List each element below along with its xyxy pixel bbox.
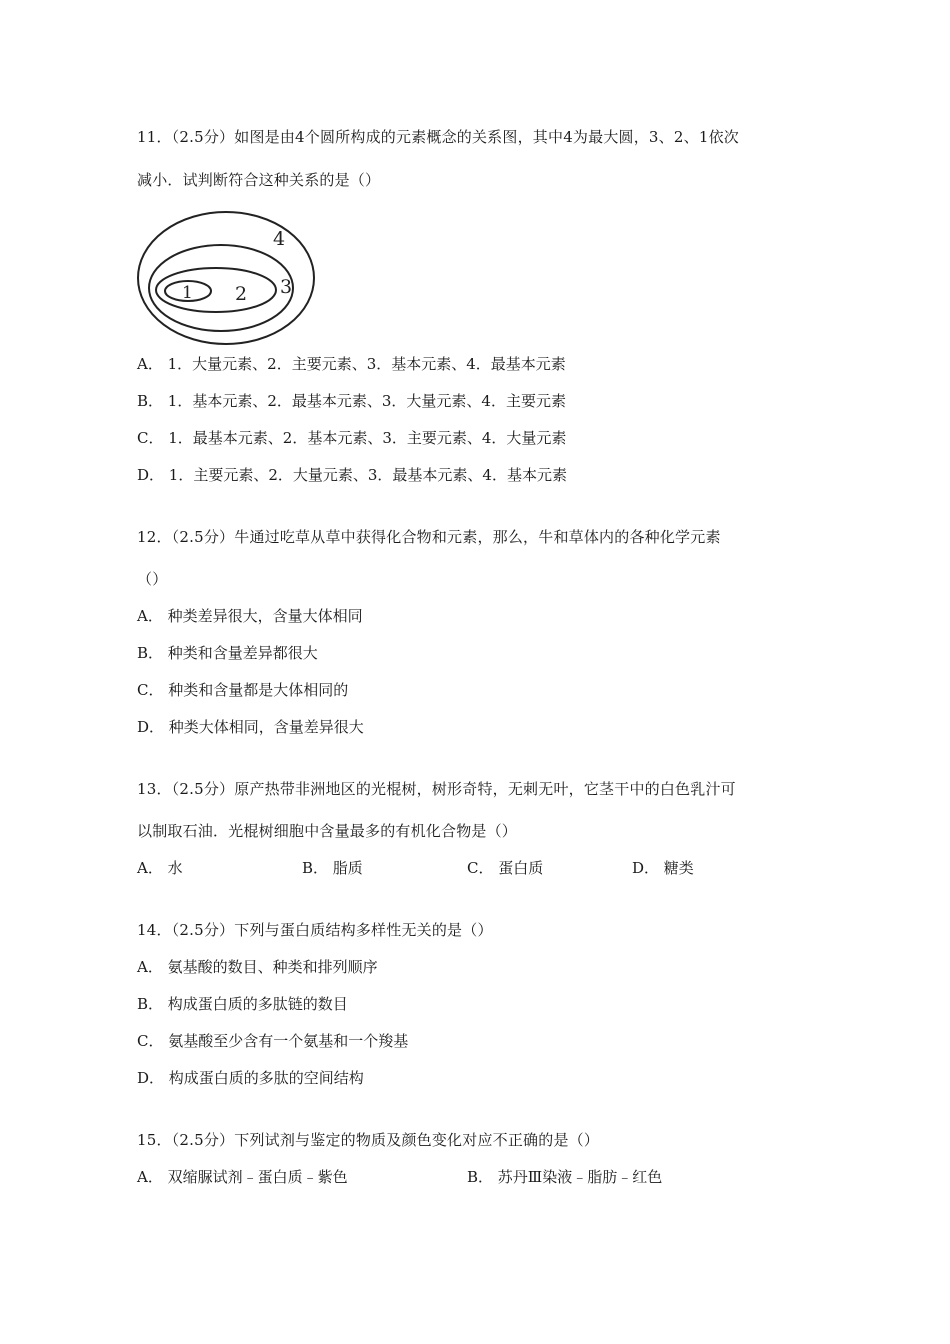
ellipse-3 [149, 245, 293, 331]
question-15-option-b: B． 苏丹Ⅲ染液﹣脂肪﹣红色 [467, 1168, 663, 1186]
question-11-option-c: C． 1．最基本元素、2．基本元素、3．主要元素、4．大量元素 [137, 429, 567, 447]
question-13-option-d: D． 糖类 [632, 859, 694, 877]
question-12-stem-line-2: （） [137, 570, 168, 588]
question-14-option-c: C． 氨基酸至少含有一个氨基和一个羧基 [137, 1032, 409, 1050]
question-13-option-a: A． 水 [137, 859, 183, 877]
nested-ellipses-figure [136, 208, 336, 348]
question-14-option-a: A． 氨基酸的数目、种类和排列顺序 [137, 958, 378, 976]
question-11-option-a: A． 1．大量元素、2．主要元素、3．基本元素、4．最基本元素 [137, 355, 566, 373]
question-13-stem-line-1: 13．（2.5分）原产热带非洲地区的光棍树，树形奇特，无刺无叶，它茎干中的白色乳汁可 [137, 780, 736, 798]
question-12-option-b: B． 种类和含量差异都很大 [137, 644, 318, 662]
question-12-option-d: D． 种类大体相同，含量差异很大 [137, 718, 364, 736]
ellipse-label-3: 3 [280, 276, 293, 298]
question-14-stem-line-1: 14．（2.5分）下列与蛋白质结构多样性无关的是（） [137, 921, 493, 939]
question-11-option-b: B． 1．基本元素、2．最基本元素、3．大量元素、4．主要元素 [137, 392, 566, 410]
question-12-stem-line-1: 12．（2.5分）牛通过吃草从草中获得化合物和元素，那么，牛和草体内的各种化学元素 [137, 528, 721, 546]
ellipse-label-1: 1 [182, 283, 193, 303]
question-13-option-c: C． 蛋白质 [467, 859, 544, 877]
question-14-option-d: D． 构成蛋白质的多肽的空间结构 [137, 1069, 364, 1087]
question-12-option-a: A． 种类差异很大，含量大体相同 [137, 607, 363, 625]
question-15-stem-line-1: 15．（2.5分）下列试剂与鉴定的物质及颜色变化对应不正确的是（） [137, 1131, 600, 1149]
question-13-option-b: B． 脂质 [302, 859, 363, 877]
question-11-stem-line-2: 减小．试判断符合这种关系的是（） [137, 171, 381, 189]
question-12-option-c: C． 种类和含量都是大体相同的 [137, 681, 349, 699]
ellipse-label-4: 4 [273, 228, 286, 250]
question-11-stem-line-1: 11．（2.5分）如图是由4个圆所构成的元素概念的关系图，其中4为最大圆，3、2、1依次 [137, 128, 739, 146]
question-11-option-d: D． 1．主要元素、2．大量元素、3．最基本元素、4．基本元素 [137, 466, 567, 484]
question-15-option-a: A． 双缩脲试剂﹣蛋白质﹣紫色 [137, 1168, 348, 1186]
ellipse-2 [156, 268, 276, 312]
ellipse-label-2: 2 [235, 283, 248, 305]
question-13-stem-line-2: 以制取石油．光棍树细胞中含量最多的有机化合物是（） [137, 822, 518, 840]
question-14-option-b: B． 构成蛋白质的多肽链的数目 [137, 995, 348, 1013]
